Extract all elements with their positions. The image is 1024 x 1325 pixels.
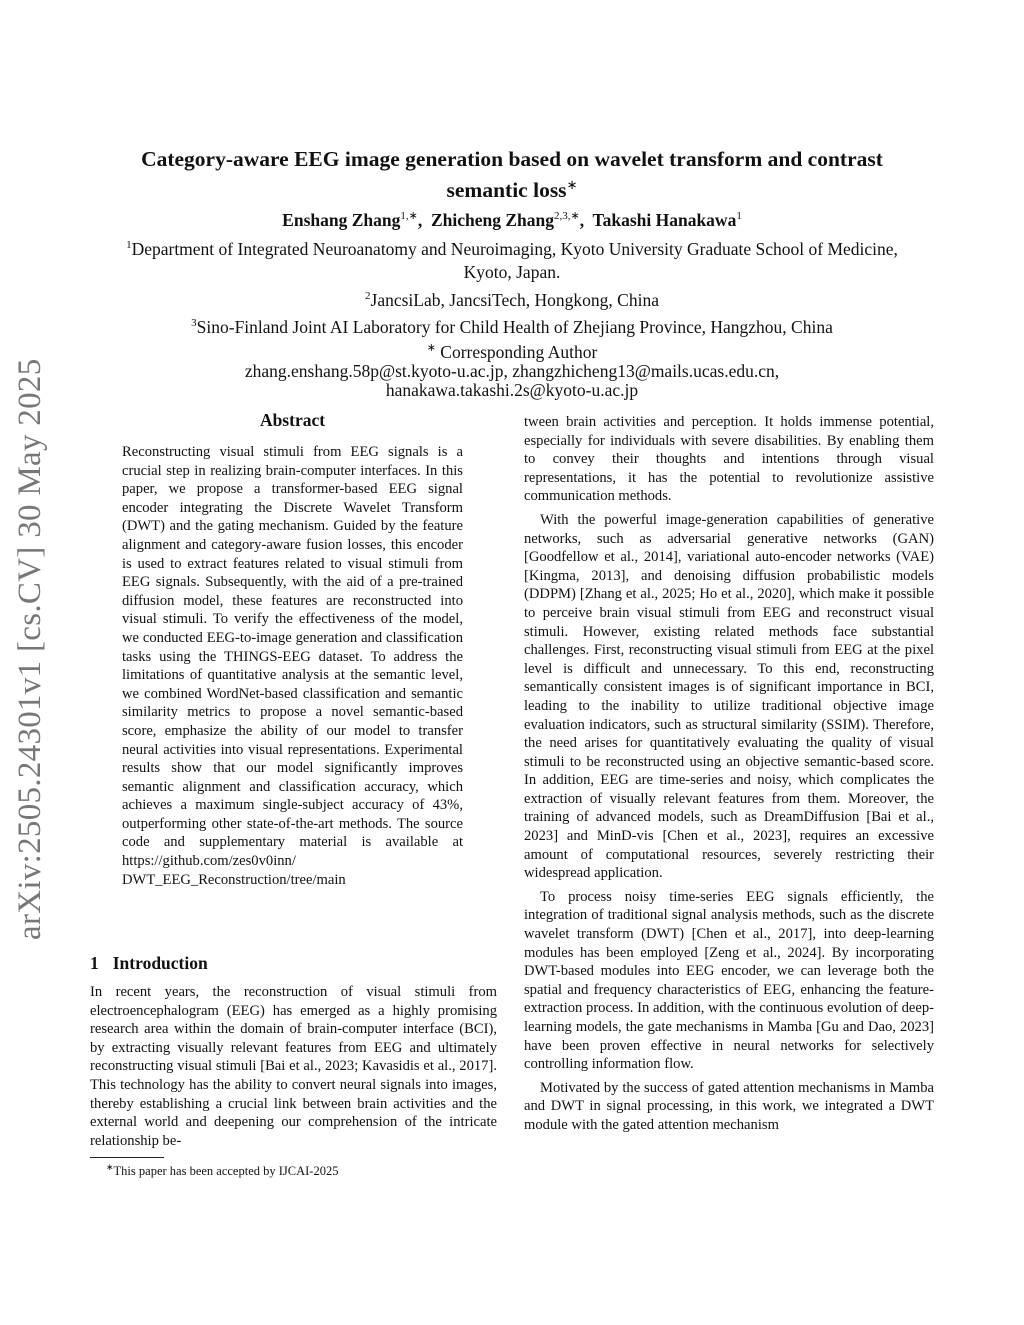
title-line-2: semantic loss — [446, 178, 567, 203]
affiliations — [100, 234, 924, 400]
paragraph: tween brain activities and perception. It holds immense potential, especially for individuals with severe disabilities. By enabling them to convey their thoughts and intentions through visual representations, it has the potential to revolutionize assistive communication methods. — [524, 414, 934, 505]
right-column — [524, 413, 934, 1135]
paragraph: Motivated by the success of gated attention mechanisms in Mamba and DWT in signal processing, in this work, we integrated a DWT module with the gated attention mechanism — [524, 1079, 934, 1133]
arxiv-identifier-stamp: arXiv:2505.24301v1 [cs.CV] 30 May 2025 — [12, 358, 48, 940]
author-affiliation-mark: 2,3,∗ — [554, 210, 580, 222]
author-emails[interactable]: hanakawa.takashi.2s@kyoto-u.ac.jp — [385, 380, 639, 401]
title-line-1: Category-aware EEG image generation based on wavelet transform and contrast — [141, 147, 883, 171]
paragraph: With the powerful image-generation capabilities of generative networks, such as adversarial generative networks (GAN) [Goodfellow et al., 2014], variational auto-encoder networks (VAE) [Kingma, 2013], and denoising diffusion probabilistic models (DDPM) [Zhang et al., 2025; Ho et al., 2020], which make it possible to perceive brain visual stimuli from EEG and reconstruct visual stimuli. However, existing related methods face substantial challenges. First, reconstructing visual stimuli from EEG at the pixel level is difficult and unnecessary. To this end, reconstructing semantically consistent images is of significant importance in BCI, leading to the inability to utilize traditional objective image evaluation indicators, such as structural similarity (SSIM). Therefore, the need arises for quantitatively evaluating the quality of visual stimuli to be reconstructed using an objective semantic-based score. In addition, EEG are time-series and noisy, which complicates the extraction of visually relevant features from them. Moreover, the training of advanced models, such as DreamDiffusion [Bai et al., 2023] and MinD-vis [Chen et al., 2023], requires an excessive amount of computational resources, severely restricting their widespread application. — [524, 511, 934, 882]
abstract-heading: Abstract — [259, 410, 326, 430]
affiliation: $^2$JancsiLab, JancsiTech, Hongkong, China — [365, 289, 659, 310]
author-name: Takashi Hanakawa — [592, 209, 737, 230]
corresponding-author-note: ∗ Corresponding Author — [426, 342, 598, 363]
affiliation: $^1$Department of Integrated Neuroanatomy and Neuroimaging, Kyoto University Graduate School of Medicine, Kyoto, Japan. — [126, 238, 898, 283]
author-name: Enshang Zhang — [282, 209, 401, 230]
paragraph: To process noisy time-series EEG signals efficiently, the integration of traditional signal analysis methods, such as the discrete wavelet transform (DWT) [Chen et al., 2017], into deep-learning modules has been employed [Zeng et al., 2024]. By incorporating DWT-based modules into EEG encoder, we can leverage both the spatial and frequency characteristics of EEG, enhancing the feature-extraction process. In addition, with the continuous evolution of deep-learning models, the gate mechanisms in Mamba [Gu and Dao, 2023] have been proven effective in neural networks for selectively controlling information flow. — [524, 888, 934, 1073]
abstract-body — [122, 443, 463, 889]
footnote: ∗This paper has been accepted by IJCAI-2025 — [106, 1162, 339, 1179]
author-affiliation-mark: 1,∗ — [400, 210, 418, 222]
affiliation: $^3$Sino-Finland Joint AI Laboratory for Child Health of Zhejiang Province, Hangzhou, China — [191, 316, 833, 337]
section-heading-introduction: 1 Introduction — [90, 953, 208, 973]
footnote-divider — [90, 1157, 164, 1158]
author-list: Enshang Zhang$^{1,∗}$, Zhicheng Zhang$^{2,3,∗}$, Takashi Hanakawa$^1$ — [282, 209, 742, 230]
author-name: Zhicheng Zhang — [430, 209, 554, 230]
paper-title — [80, 146, 944, 203]
abstract-text: Reconstructing visual stimuli from EEG signals is a crucial step in realizing brain-computer interfaces. In this paper, we propose a transformer-based EEG signal encoder integrating the Discrete Wavelet Transform (DWT) and the gating mechanism. Guided by the feature alignment and category-aware fusion losses, this encoder is used to extract features related to visual stimuli from EEG signals. Subsequently, with the aid of a pre-trained diffusion model, these features are reconstructed into visual stimuli. To verify the effectiveness of the model, we conducted EEG-to-image generation and classification tasks using the THINGS-EEG dataset. To address the limitations of quantitative analysis at the semantic level, we combined WordNet-based classification and semantic similarity metrics to propose a novel semantic-based score, emphasize the ability of our model to transfer neural activities into visual representations. Experimental results show that our model significantly improves semantic alignment and classification accuracy, which achieves a maximum single-subject accuracy of 43%, outperforming other state-of-the-art methods. The source code and supplementary material is available at https://github.com/zes0v0inn/ DWT_EEG_Reconstruction/tree/main — [122, 444, 463, 888]
author-affiliation-mark: 1 — [736, 210, 742, 222]
title-footnote-mark: ∗ — [566, 177, 578, 192]
paragraph: In recent years, the reconstruction of visual stimuli from electroencephalogram (EEG) has emerged as a highly promising research area within the domain of brain-computer interface (BCI), by extracting visually relevant features from EEG and ultimately reconstructing visual stimuli [Bai et al., 2023; Kavasidis et al., 2017]. This technology has the ability to convert neural signals into images, thereby establishing a crucial link between brain activities and the external world and deepening our comprehension of the intricate relationship be- — [90, 984, 497, 1149]
author-emails[interactable]: zhang.enshang.58p@st.kyoto-u.ac.jp, zhangzhicheng13@mails.ucas.edu.cn, — [244, 361, 780, 382]
introduction-left-column — [90, 983, 497, 1150]
